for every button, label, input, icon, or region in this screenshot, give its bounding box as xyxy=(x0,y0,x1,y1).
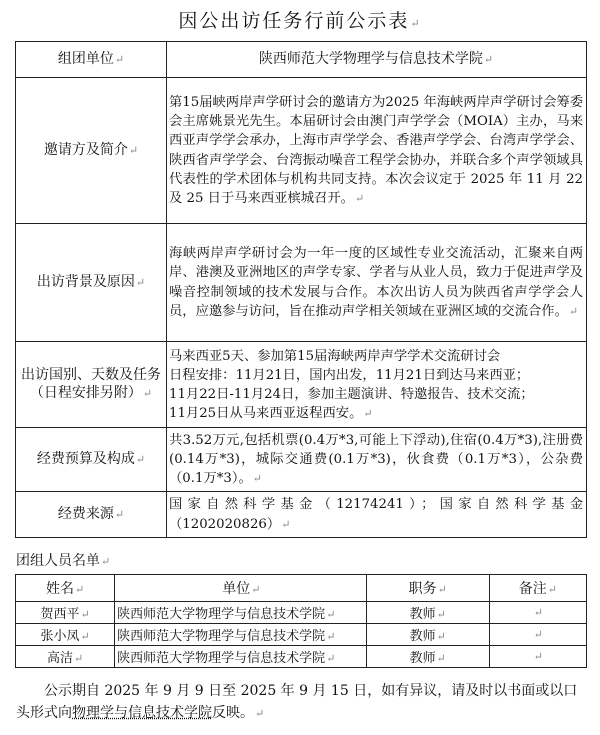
member-role xyxy=(366,624,489,646)
notice-text: 公示期自 2025 年 9 月 9 日至 2025 年 9 月 15 日，如有异议，请及时以书面或以口头形式向 xyxy=(16,683,578,721)
paragraph-mark-icon: ↵ xyxy=(252,472,263,486)
paragraph-mark-icon: ↵ xyxy=(281,517,291,531)
page-title xyxy=(0,6,600,33)
itinerary-label-note: （日程安排另附） xyxy=(29,385,142,401)
budget-value-text: 共3.52万元,包括机票(0.4万*3,可能上下浮动),住宿(0.4万*3),注册费(0.14万*3)，城际交通费(0.1万*3)，伙食费（0.1万*3），公杂费（0.1万*3）。 xyxy=(169,432,583,487)
members-heading-text: 团组人员名单 xyxy=(16,553,100,569)
header-note-text: 备注 xyxy=(518,581,547,597)
notice-dept: 物理学与信息技术学院 xyxy=(72,705,212,721)
paragraph-mark-icon: ↵ xyxy=(436,608,446,621)
notice-suffix: 反映。 xyxy=(212,705,254,721)
member-role xyxy=(366,602,489,624)
paragraph-mark-icon: ↵ xyxy=(251,583,261,596)
paragraph-mark-icon: ↵ xyxy=(101,555,111,568)
funding-label-text: 经费来源 xyxy=(57,506,114,522)
notice-paragraph xyxy=(16,680,584,725)
member-note xyxy=(489,602,586,624)
paragraph-mark-icon: ↵ xyxy=(533,606,544,619)
header-name xyxy=(16,575,115,602)
members-header-row xyxy=(16,575,587,602)
paragraph-mark-icon: ↵ xyxy=(436,652,446,665)
paragraph-mark-icon: ↵ xyxy=(73,652,84,665)
itinerary-line-text: 11月25日从马来西亚返程西安。 xyxy=(169,405,363,421)
member-note xyxy=(489,646,586,668)
paragraph-mark-icon: ↵ xyxy=(326,630,336,643)
header-role xyxy=(366,575,489,602)
member-name xyxy=(16,602,115,624)
paragraph-mark-icon: ↵ xyxy=(363,406,373,420)
invitation-label-text: 邀请方及简介 xyxy=(43,142,128,158)
table-row xyxy=(16,624,587,646)
invitation-value xyxy=(167,78,587,224)
paragraph-mark-icon: ↵ xyxy=(354,192,365,206)
paragraph-mark-icon: ↵ xyxy=(135,276,146,289)
members-table xyxy=(15,574,587,668)
itinerary-line-last xyxy=(169,404,583,423)
paragraph-mark-icon: ↵ xyxy=(326,652,336,665)
paragraph-mark-icon: ↵ xyxy=(436,630,446,643)
paragraph-mark-icon: ↵ xyxy=(326,608,336,621)
paragraph-mark-icon: ↵ xyxy=(114,508,125,521)
background-value-text: 海峡两岸声学研讨会为一年一度的区域性专业交流活动，汇聚来自两岸、港澳及亚洲地区的声学专家、学者与从业人员，致力于促进声学及噪音控制领域的技术发展与合作。本次出访人员为陕西省声学学会人员，应邀参与访问，旨在推动声学相关领域在亚洲区域的交流合作。 xyxy=(169,245,583,319)
title-text: 因公出访任务行前公示表 xyxy=(178,10,410,32)
itinerary-value xyxy=(167,342,587,428)
member-name-text: 张小凤 xyxy=(40,629,80,644)
paragraph-mark-icon: ↵ xyxy=(533,650,544,663)
member-name-text: 高洁 xyxy=(46,651,73,666)
funding-value xyxy=(167,492,587,538)
paragraph-mark-icon: ↵ xyxy=(128,144,139,157)
member-unit xyxy=(115,624,366,646)
unit-value xyxy=(167,42,587,78)
member-unit-text: 陕西师范大学物理学与信息技术学院 xyxy=(117,629,326,644)
paragraph-mark-icon: ↵ xyxy=(135,453,146,466)
budget-label xyxy=(16,428,167,492)
info-table xyxy=(15,41,587,538)
paragraph-mark-icon: ↵ xyxy=(255,707,265,720)
paragraph-mark-icon: ↵ xyxy=(80,630,90,643)
member-unit-text: 陕西师范大学物理学与信息技术学院 xyxy=(117,651,326,666)
row-background xyxy=(16,224,587,342)
invitation-label xyxy=(16,78,167,224)
background-label-text: 出访背景及原因 xyxy=(36,274,135,290)
header-name-text: 姓名 xyxy=(45,581,74,597)
itinerary-line: 马来西亚5天、参加第15届海峡两岸声学学术交流研讨会 xyxy=(169,348,501,364)
paragraph-mark-icon: ↵ xyxy=(410,17,422,30)
paragraph-mark-icon: ↵ xyxy=(114,53,125,66)
row-itinerary xyxy=(16,342,587,428)
paragraph-mark-icon: ↵ xyxy=(483,52,494,66)
paragraph-mark-icon: ↵ xyxy=(568,304,579,318)
invitation-value-text: 第15届峡两岸声学研讨会的邀请方为2025 年海峡两岸声学研讨会筹委会主席姚景光先生。本届研讨会由澳门声学学会（MOIA）主办，马来西亚声学学会承办，上海市声学学会、香港声学学会、台湾声学学会、陕西省声学学会、台湾振动噪音工程学会协办，并联合多个声学领域具代表性的学术团体与机构共同支持。本次会议定于 2025 年 11 月 22 及 25 日于马来西亚槟城召开。 xyxy=(169,94,584,207)
table-row xyxy=(16,602,587,624)
member-name xyxy=(16,624,115,646)
unit-label xyxy=(16,42,167,78)
member-note xyxy=(489,624,586,646)
paragraph-mark-icon: ↵ xyxy=(74,583,85,596)
paragraph-mark-icon: ↵ xyxy=(533,628,544,641)
paragraph-mark-icon: ↵ xyxy=(437,583,447,596)
header-role-text: 职务 xyxy=(408,581,437,597)
row-funding xyxy=(16,492,587,538)
member-role xyxy=(366,646,489,668)
paragraph-mark-icon: ↵ xyxy=(142,387,153,400)
member-role-text: 教师 xyxy=(409,607,436,622)
member-name-text: 贺西平 xyxy=(40,607,80,622)
member-role-text: 教师 xyxy=(409,651,436,666)
member-unit xyxy=(115,602,366,624)
unit-label-text: 组团单位 xyxy=(57,51,114,67)
itinerary-label xyxy=(16,342,167,428)
row-invitation xyxy=(16,78,587,224)
header-unit-text: 单位 xyxy=(222,581,251,597)
budget-value xyxy=(167,428,587,492)
header-unit xyxy=(115,575,366,602)
row-budget xyxy=(16,428,587,492)
unit-value-text: 陕西师范大学物理学与信息技术学院 xyxy=(258,50,483,67)
header-note xyxy=(489,575,586,602)
paragraph-mark-icon: ↵ xyxy=(80,608,90,621)
row-unit xyxy=(16,42,587,78)
member-unit xyxy=(115,646,366,668)
table-row xyxy=(16,646,587,668)
members-heading xyxy=(16,550,110,570)
budget-label-text: 经费预算及构成 xyxy=(36,451,135,467)
funding-label xyxy=(16,492,167,538)
background-value xyxy=(167,224,587,342)
member-role-text: 教师 xyxy=(409,629,436,644)
itinerary-line: 日程安排：11月21日，国内出发，11月21日到达马来西亚； xyxy=(169,367,530,383)
paragraph-mark-icon: ↵ xyxy=(547,583,558,596)
member-unit-text: 陕西师范大学物理学与信息技术学院 xyxy=(117,607,326,622)
member-name xyxy=(16,646,115,668)
funding-value-text: 国家自然科学基金（12174241）；国家自然科学基金（1202020826） xyxy=(169,497,583,532)
itinerary-label-text: 出访国别、天数及任务 xyxy=(21,367,161,383)
itinerary-line: 11月22日-11月24日，参加主题演讲、特邀报告、技术交流； xyxy=(169,386,534,402)
background-label xyxy=(16,224,167,342)
